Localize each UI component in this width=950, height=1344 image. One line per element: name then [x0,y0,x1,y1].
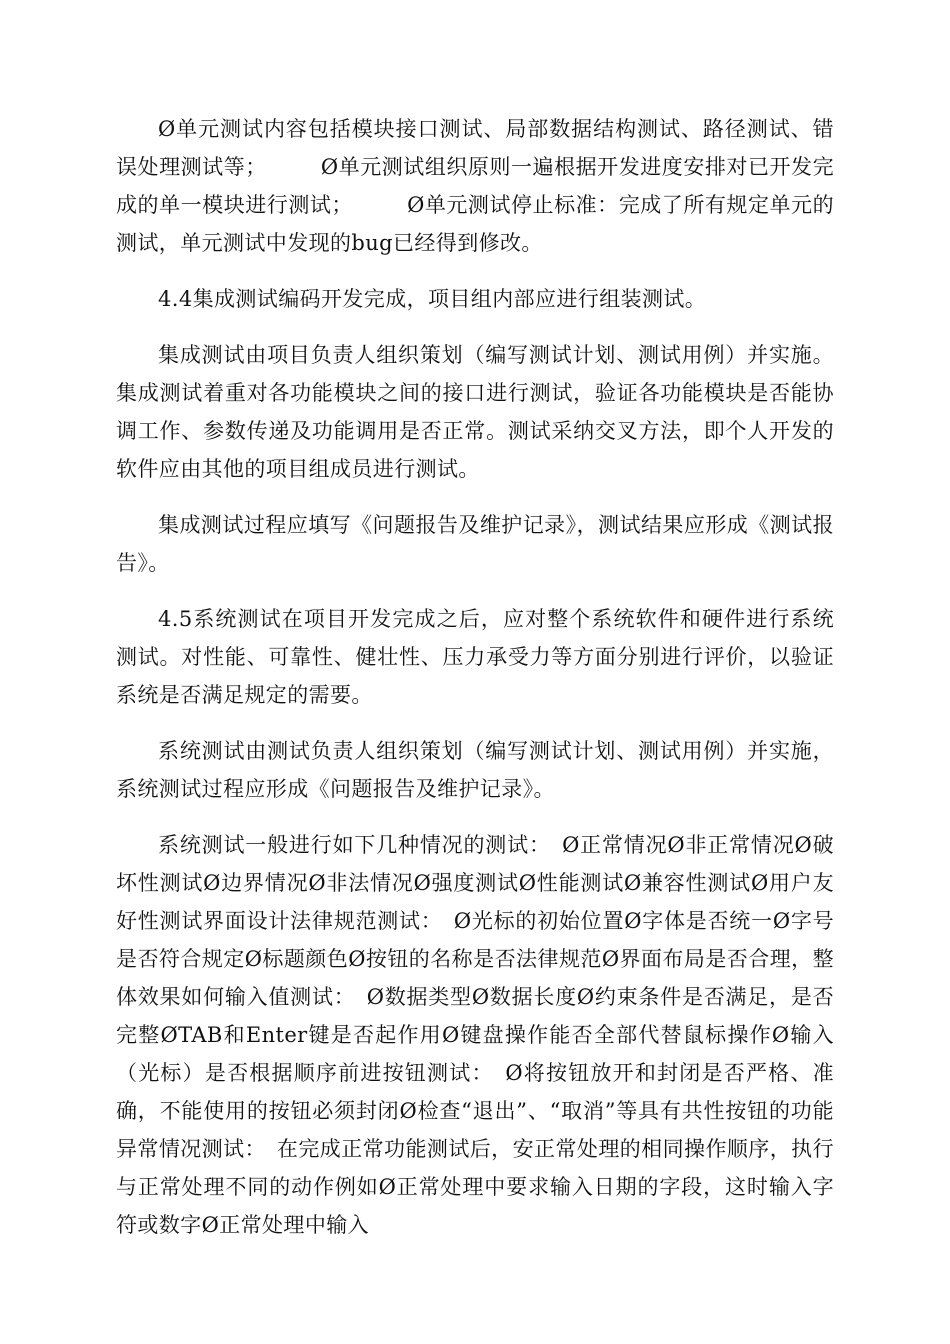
paragraph-unit-test-content: Ø单元测试内容包括模块接口测试、局部数据结构测试、路径测试、错误处理测试等； Ø单元测试组织原则一遍根据开发进度安排对已开发完成的单一模块进行测试； Ø单元测试停止标准：完成了所有规定单元的测试，单元测试中发现的bug已经得到修改。 [116,117,834,255]
paragraph-integration-test-heading: 4.4集成测试编码开发完成，项目组内部应进行组装测试。 [158,287,707,311]
paragraph-system-test-organization: 系统测试由测试负责人组织策划（编写测试计划、测试用例）并实施，系统测试过程应形成《问题报告及维护记录》。 [116,739,834,801]
paragraph-system-test-cases: 系统测试一般进行如下几种情况的测试： Ø正常情况Ø非正常情况Ø破坏性测试Ø边界情况Ø非法情况Ø强度测试Ø性能测试Ø兼容性测试Ø用户友好性测试界面设计法律规范测试： Ø光标的初始位置Ø字体是否统一Ø字号是否符合规定Ø标题颜色Ø按钮的名称是否法律规范Ø界面布局是否合理，整体效果如何输入值测试： Ø数据类型Ø数据长度Ø约束条件是否满足，是否完整ØTAB和Enter键是否起作用Ø键盘操作能否全部代替鼠标操作Ø输入（光标）是否根据顺序前进按钮测试： Ø将按钮放开和封闭是否严格、准确，不能使用的按钮必须封闭Ø检查“退出”、“取消”等具有共性按钮的功能异常情况测试： 在完成正常功能测试后，安正常处理的相同操作顺序，执行与正常处理不同的动作例如Ø正常处理中要求输入日期的字段，这时输入字符或数字Ø正常处理中输入 [116,833,834,1237]
document-body [116,110,834,1244]
paragraph-integration-test-body: 集成测试由项目负责人组织策划（编写测试计划、测试用例）并实施。集成测试着重对各功能模块之间的接口进行测试，验证各功能模块是否能协调工作、参数传递及功能调用是否正常。测试采纳交叉方法，即个人开发的软件应由其他的项目组成员进行测试。 [116,343,834,481]
paragraph-system-test-heading: 4.5系统测试在项目开发完成之后，应对整个系统软件和硬件进行系统测试。对性能、可靠性、健壮性、压力承受力等方面分别进行评价，以验证系统是否满足规定的需要。 [116,607,834,707]
paragraph-integration-test-records: 集成测试过程应填写《问题报告及维护记录》，测试结果应形成《测试报告》。 [116,513,834,575]
